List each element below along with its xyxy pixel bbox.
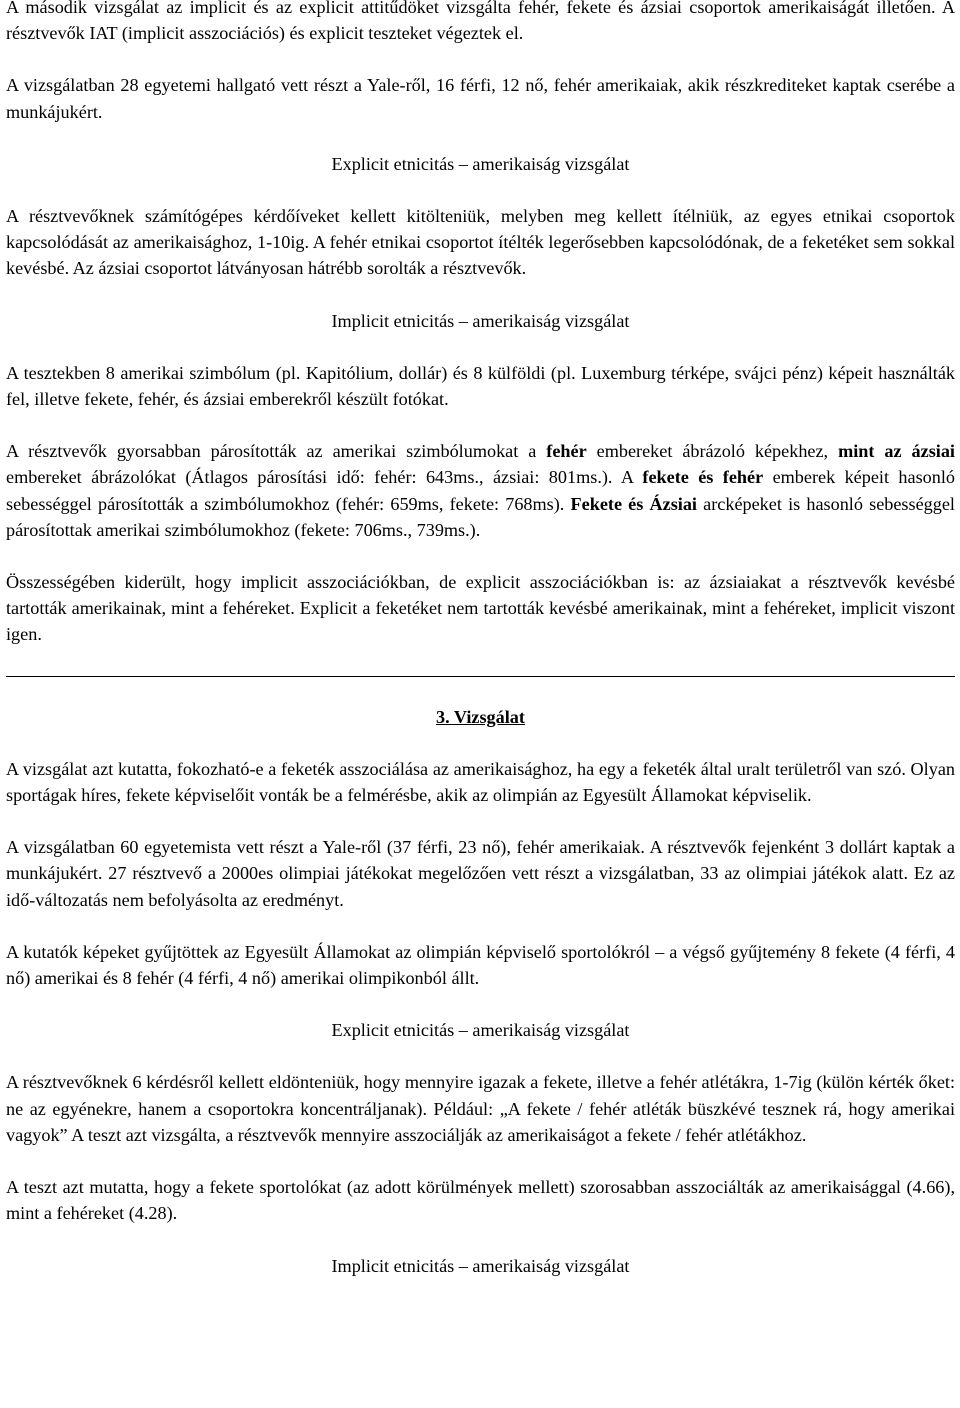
paragraph-participants: A vizsgálatban 28 egyetemi hallgató vett részt a Yale-ről, 16 férfi, 12 nő, fehér amerikaiak, akik részkrediteket kaptak cserébe a munkájukért. [6, 75, 955, 122]
bold-run: fekete és fehér [642, 467, 764, 488]
paragraph-implicit-results [6, 438, 955, 543]
paragraph-study2-intro: A második vizsgálat az implicit és az explicit attitűdöket vizsgálta fehér, fekete és ázsiai csoportok amerikaiságát illetően. A résztvevők IAT (implicit asszociációs) és explicit teszteket végeztek el. [6, 0, 955, 44]
paragraph-study3-aim: A vizsgálat azt kutatta, fokozható-e a feketék asszociálása az amerikaisághoz, ha egy a feketék által uralt területről van szó. Olyan sportágak híres, fekete képviselőit vonták be a felmérésbe, akik az olimpián az Egyesült Államokat képviselik. [6, 758, 955, 806]
text-run: emberek képeit hasonló sebességgel párosították a szimbólumokhoz (fehér: 659ms, fekete: 768ms). [6, 467, 955, 514]
section-title-study3: 3. Vizsgálat [436, 706, 525, 727]
document-page [6, 0, 955, 1279]
horizontal-divider [6, 676, 955, 677]
text-run: A résztvevők gyorsabban párosították az amerikai szimbólumokat a [6, 441, 547, 462]
paragraph-summary: Összességében kiderült, hogy implicit asszociációkban, de explicit asszociációkban is: az ázsiaiakat a résztvevők kevésbé tartották amerikainak, mint a fehéreket. Explicit a feketéket nem tartották kevésbé amerikainak, mint a fehéreket, implicit viszont igen. [6, 572, 955, 645]
subheading-explicit-test-2: Explicit etnicitás – amerikaiság vizsgálat [331, 1020, 630, 1041]
paragraph-study3-participants: A vizsgálatban 60 egyetemista vett részt a Yale-ről (37 férfi, 23 nő), fehér amerikaiak. A résztvevők fejenként 3 dollárt kaptak a munkájukért. 27 résztvevő a 2000es olimpiai játékokat megelőzően vett részt a vizsgálatban, 33 az olimpiai játékok alatt. Ez az idő-változatás nem befolyásolta az eredményt. [6, 837, 955, 910]
bold-run: fehér [546, 441, 587, 462]
text-run: embereket ábrázolókat (Átlagos párosítási idő: fehér: 643ms., ázsiai: 801ms.). A [6, 467, 643, 488]
paragraph-study3-stimuli: A kutatók képeket gyűjtöttek az Egyesült Államokat az olimpián képviselő sportolókról – a végső gyűjtemény 8 fekete (4 férfi, 4 nő) amerikai és 8 fehér (4 férfi, 4 nő) amerikai olimpikonból állt. [6, 941, 955, 989]
subheading-explicit-test: Explicit etnicitás – amerikaiság vizsgálat [331, 153, 630, 174]
paragraph-explicit-method-2: A résztvevőknek 6 kérdésről kellett eldönteniük, hogy mennyire igazak a fekete, illetve a fehér atlétákra, 1-7ig (külön kérték őket: ne az egyénekre, hanem a csoportokra koncentráljanak). Például: „A fekete / fehér atléták büszkévé tesznek rá, hogy amerikai vagyok” A teszt azt vizsgálta, a résztvevők mennyire asszociálják az amerikaiságot a fekete / fehér atlétákhoz. [6, 1072, 955, 1145]
text-run: embereket ábrázoló képekhez, [586, 441, 839, 462]
paragraph-explicit-method: A résztvevőknek számítógépes kérdőíveket kellett kitölteniük, melyben meg kellett ítélniük, az egyes etnikai csoportok kapcsolódását az amerikaisághoz, 1-10ig. A fehér etnikai csoportot ítélték legerősebben kapcsolódónak, de a feketéket sem sokkal kevésbé. Az ázsiai csoportot látványosan hátrébb sorolták a résztvevők. [6, 206, 955, 279]
subheading-implicit-test: Implicit etnicitás – amerikaiság vizsgálat [331, 310, 630, 331]
paragraph-explicit-results-2: A teszt azt mutatta, hogy a fekete sportolókat (az adott körülmények mellett) szorosabban asszociálták az amerikaisággal (4.66), mint a fehéreket (4.28). [6, 1177, 955, 1224]
text-run: arcképeket is hasonló sebességgel párosítottak amerikai szimbólumokhoz (fekete: 706ms., 739ms.). [6, 493, 955, 540]
bold-run: mint az ázsiai [838, 441, 955, 462]
bold-run: Fekete és Ázsiai [570, 493, 697, 514]
paragraph-implicit-stimuli: A tesztekben 8 amerikai szimbólum (pl. Kapitólium, dollár) és 8 külföldi (pl. Luxemburg térképe, svájci pénz) képeit használták fel, illetve fekete, fehér, és ázsiai emberekről készült fotókat. [6, 362, 955, 410]
subheading-implicit-test-2: Implicit etnicitás – amerikaiság vizsgálat [331, 1255, 630, 1276]
